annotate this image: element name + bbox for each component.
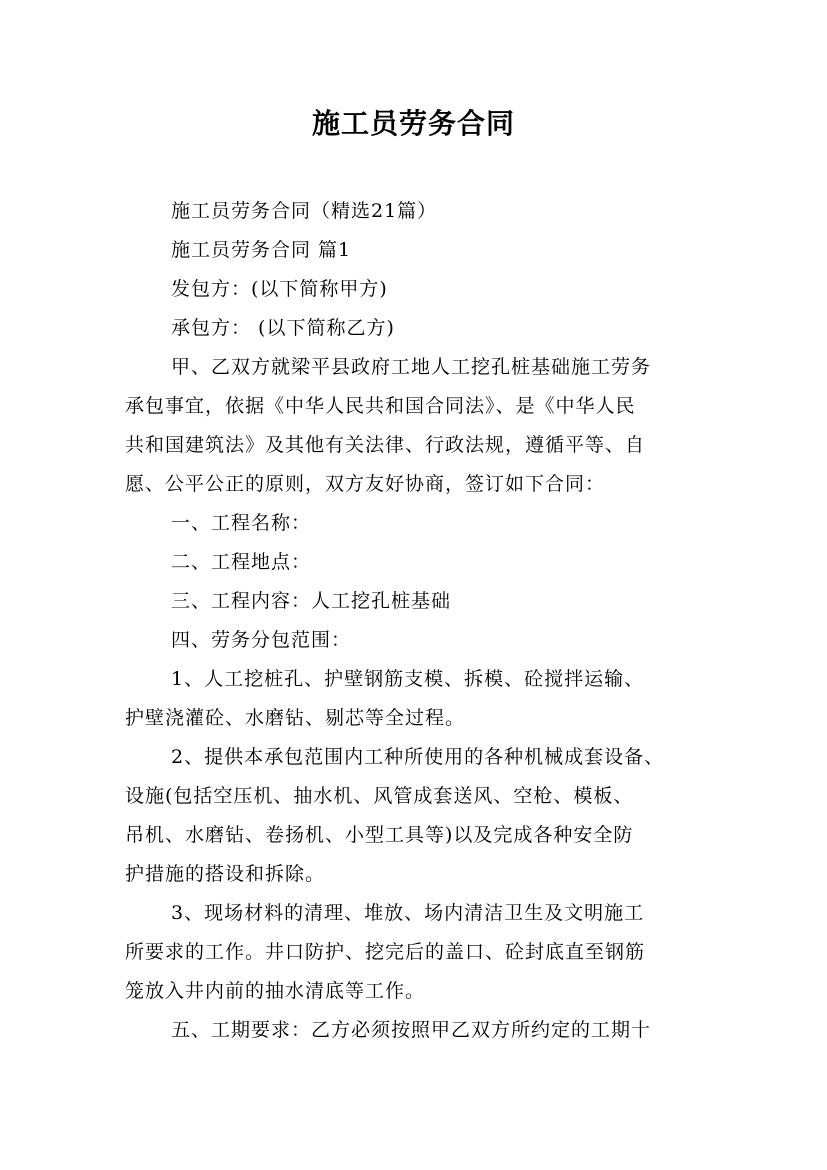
document-body <box>125 192 717 1050</box>
paragraph-line: 五、工期要求：乙方必须按照甲乙双方所约定的工期十 <box>171 1019 652 1041</box>
paragraph-line: 四、劳务分包范围： <box>171 629 352 651</box>
paragraph-line: 三、工程内容：人工挖孔桩基础 <box>171 590 452 612</box>
paragraph-line: 愿、公平公正的原则，双方友好协商，签订如下合同： <box>125 473 606 495</box>
paragraph-line: 一、工程名称： <box>171 512 312 534</box>
paragraph-line: 3、现场材料的清理、堆放、场内清洁卫生及文明施工 <box>171 902 645 924</box>
paragraph-line: 所要求的工作。井口防护、挖完后的盖口、砼封底直至钢筋 <box>125 941 646 963</box>
paragraph-line: 设施(包括空压机、抽水机、风管成套送风、空枪、模板、 <box>125 785 634 807</box>
paragraph-line: 吊机、水磨钻、卷扬机、小型工具等)以及完成各种安全防 <box>125 824 634 846</box>
paragraph-line: 二、工程地点： <box>171 551 312 573</box>
paragraph-line: 2、提供本承包范围内工种所使用的各种机械成套设备、 <box>171 746 665 768</box>
paragraph-line: 施工员劳务合同 篇1 <box>171 239 352 261</box>
paragraph-line: 笼放入井内前的抽水清底等工作。 <box>125 980 426 1002</box>
paragraph-line: 承包方： (以下简称乙方) <box>171 317 395 339</box>
paragraph-line: 施工员劳务合同（精选21篇） <box>171 200 438 222</box>
paragraph-line: 发包方：(以下简称甲方) <box>171 278 388 300</box>
paragraph-line: 甲、乙双方就梁平县政府工地人工挖孔桩基础施工劳务 <box>171 356 652 378</box>
paragraph-line: 共和国建筑法》及其他有关法律、行政法规，遵循平等、自 <box>125 434 646 456</box>
paragraph-line: 护壁浇灌砼、水磨钻、剔芯等全过程。 <box>125 707 466 729</box>
paragraph-line: 1、人工挖桩孔、护壁钢筋支模、拆模、砼搅拌运输、 <box>171 668 645 690</box>
document-title: 施工员劳务合同 <box>311 107 515 140</box>
paragraph-line: 承包事宜，依据《中华人民共和国合同法》、是《中华人民 <box>125 395 636 417</box>
paragraph-line: 护措施的搭设和拆除。 <box>125 863 326 885</box>
